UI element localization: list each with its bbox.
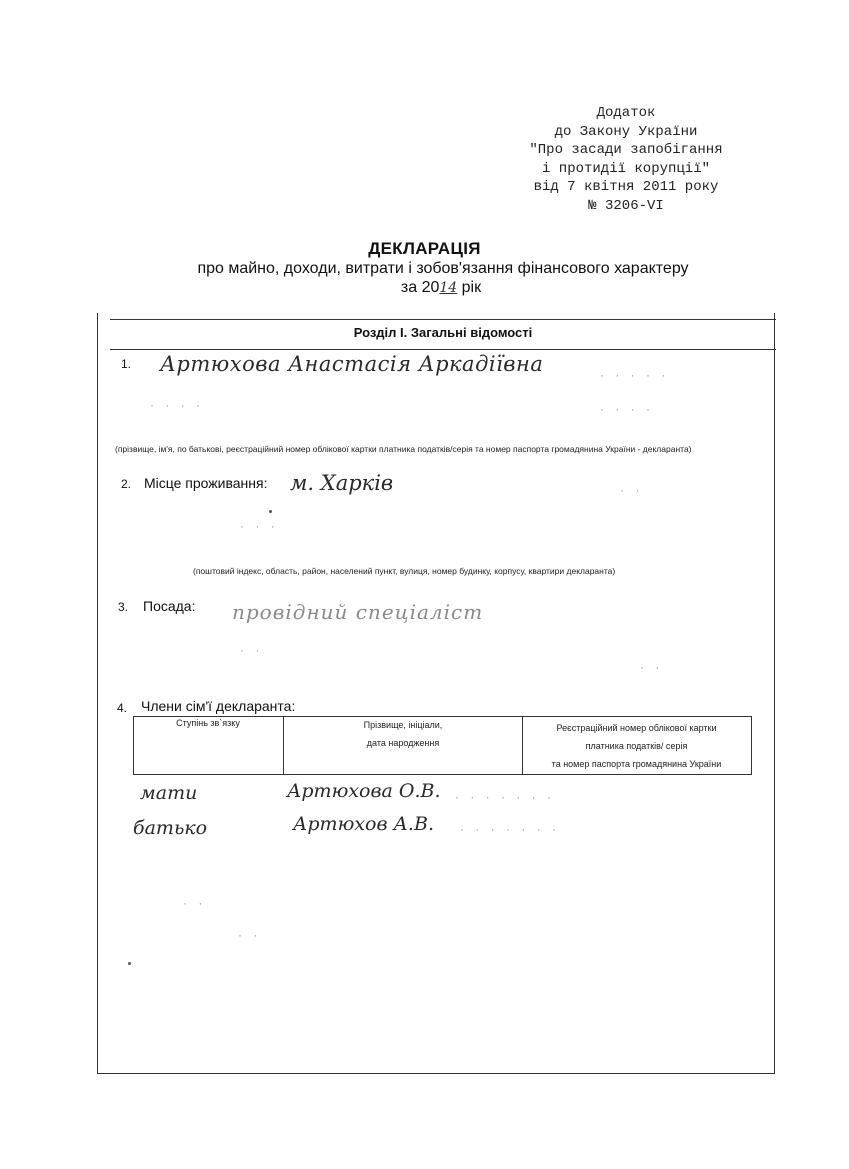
column-header-name (284, 716, 522, 752)
column-header-relation: Ступінь зв`язку (176, 718, 240, 728)
faint-dots: · · (238, 928, 262, 942)
item-1-handwritten-name: Артюхова Анастасія Аркадіївна (160, 352, 544, 376)
member-relation: батько (133, 817, 208, 839)
item-4-number: 4. (117, 701, 128, 715)
section-title: Розділ І. Загальні відомості (353, 325, 533, 340)
appendix-reference (506, 104, 746, 215)
declaration-subtitle: про майно, доходи, витрати і зобов'язання фінансового характеру (197, 260, 689, 277)
member-name: Артюхова О.В. (287, 780, 441, 802)
item-3-label: Посада: (143, 598, 196, 614)
faint-dots: · · · · · · · (455, 790, 555, 804)
faint-dots: · · · · · (600, 368, 670, 382)
form-frame (97, 313, 775, 1074)
faint-dots: · · · (240, 519, 279, 533)
item-4-label: Члени сім'ї декларанта: (141, 698, 296, 714)
column-header-id-line: та номер паспорта громадянина України (551, 759, 722, 769)
faint-dots: · · · · · · · (460, 822, 560, 836)
faint-dots: · · (240, 643, 264, 657)
member-name: Артюхов А.В. (293, 813, 434, 835)
faint-dots: · · (620, 483, 644, 497)
appendix-line: "Про засади запобігання (529, 142, 723, 158)
column-header-id-line: платника податків/ серія (585, 741, 688, 751)
member-relation: мати (140, 782, 198, 804)
ink-dot (128, 962, 131, 965)
item-1-number: 1. (121, 357, 132, 371)
ink-dot (269, 510, 272, 513)
year-suffix: рік (457, 279, 482, 296)
column-header-name-line: дата народження (366, 738, 440, 748)
declaration-year (0, 279, 849, 297)
appendix-line: до Закону України (554, 123, 698, 140)
item-2-number: 2. (121, 477, 132, 491)
item-2-label: Місце проживання: (144, 475, 268, 491)
item-2-hint: (поштовий індекс, область, район, населений пункт, вулиця, номер будинку, корпусу, квартири декларанта) (193, 566, 616, 576)
column-header-name-line: Прізвище, ініціали, (363, 720, 443, 730)
appendix-line: від 7 квітня 2011 року (533, 179, 719, 195)
faint-dots: · · · · (600, 402, 654, 416)
year-prefix: за 20 (400, 279, 440, 296)
appendix-line: № 3206-VI (588, 197, 664, 214)
year-handwritten: 14 (439, 280, 458, 296)
column-header-id (523, 719, 750, 773)
declaration-title: ДЕКЛАРАЦІЯ (368, 239, 481, 258)
column-header-id-line: Реєстраційний номер облікової картки (556, 723, 717, 733)
faint-dots: · · (183, 896, 207, 910)
faint-dots: · · (640, 660, 664, 674)
appendix-line: і протидії корупції" (541, 160, 711, 177)
item-3-handwritten-position: провідний спеціаліст (232, 600, 484, 624)
appendix-line: Додаток (596, 105, 656, 121)
item-2-handwritten-address: м. Харків (290, 471, 394, 495)
faint-dots: · · · · (150, 398, 204, 412)
item-3-number: 3. (118, 600, 129, 614)
item-1-hint: (прізвище, ім'я, по батькові, реєстраційний номер облікової картки платника податків/серія та номер паспорта громадянина України - декларанта) (115, 444, 692, 454)
